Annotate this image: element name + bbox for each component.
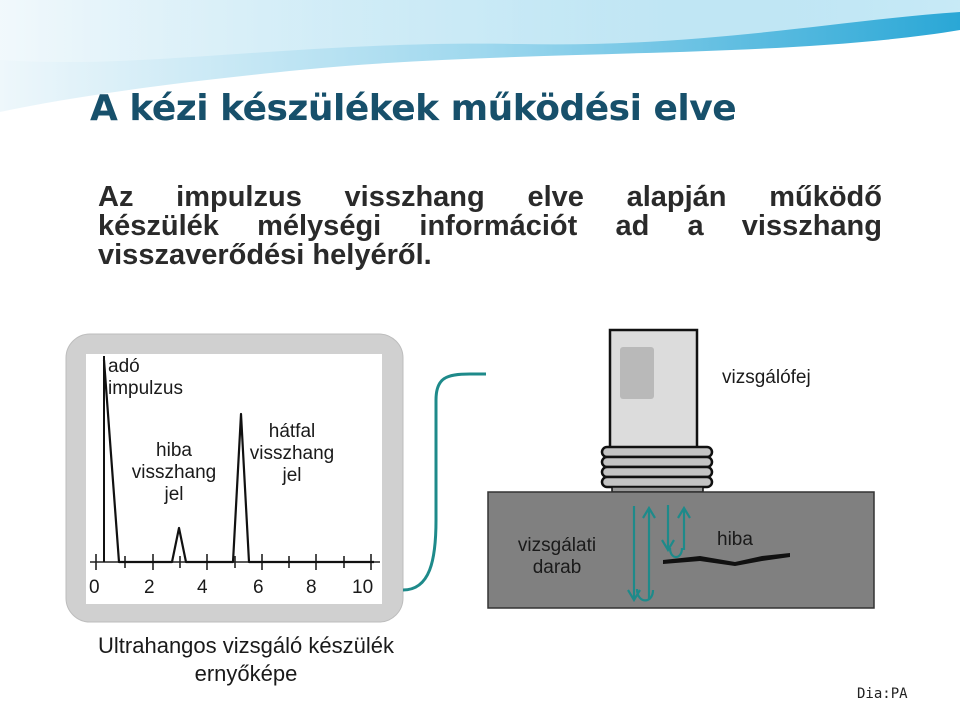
tick-label-8: 8 (306, 577, 317, 598)
flaw-echo-label (124, 440, 224, 506)
tick-label-0: 0 (89, 577, 100, 598)
flaw-echo-line-2: visszhang (131, 462, 217, 483)
backwall-echo-line-2: visszhang (249, 443, 335, 464)
caption-line-1: Ultrahangos vizsgáló készülék (98, 633, 394, 658)
paragraph-line-3: visszaverődési helyéről. (98, 239, 432, 271)
screen-caption (66, 632, 426, 688)
probe-label: vizsgálófej (722, 367, 811, 388)
tick-label-4: 4 (197, 577, 208, 598)
flaw-echo-line-3: jel (164, 484, 184, 505)
backwall-echo-line-1: hátfal (268, 421, 316, 442)
tick-label-10: 10 (352, 577, 374, 598)
backwall-echo-label (242, 421, 342, 487)
backwall-echo-line-3: jel (282, 465, 302, 486)
workpiece-label (506, 535, 608, 579)
workpiece-label-line-2: darab (532, 557, 582, 578)
flaw-echo-line-1: hiba (156, 440, 192, 461)
transmit-pulse-label (108, 356, 183, 400)
transmit-label-line-1: adó (108, 356, 140, 377)
tick-label-6: 6 (253, 577, 264, 598)
footer-credit: Dia:PA (857, 686, 908, 702)
tick-label-2: 2 (144, 577, 155, 598)
probe-window (620, 347, 654, 399)
paragraph-line-2: készülék mélységi információt ad a visszhang (98, 210, 882, 242)
caption-line-2: ernyőképe (194, 661, 298, 686)
slide-title: A kézi készülékek működési elve (90, 88, 737, 129)
probe-thread (602, 447, 712, 487)
transmit-label-line-2: impulzus (108, 378, 183, 399)
flaw-label: hiba (717, 529, 753, 550)
paragraph-line-1: Az impulzus visszhang elve alapján működő (98, 181, 882, 213)
workpiece-label-line-1: vizsgálati (517, 535, 597, 556)
